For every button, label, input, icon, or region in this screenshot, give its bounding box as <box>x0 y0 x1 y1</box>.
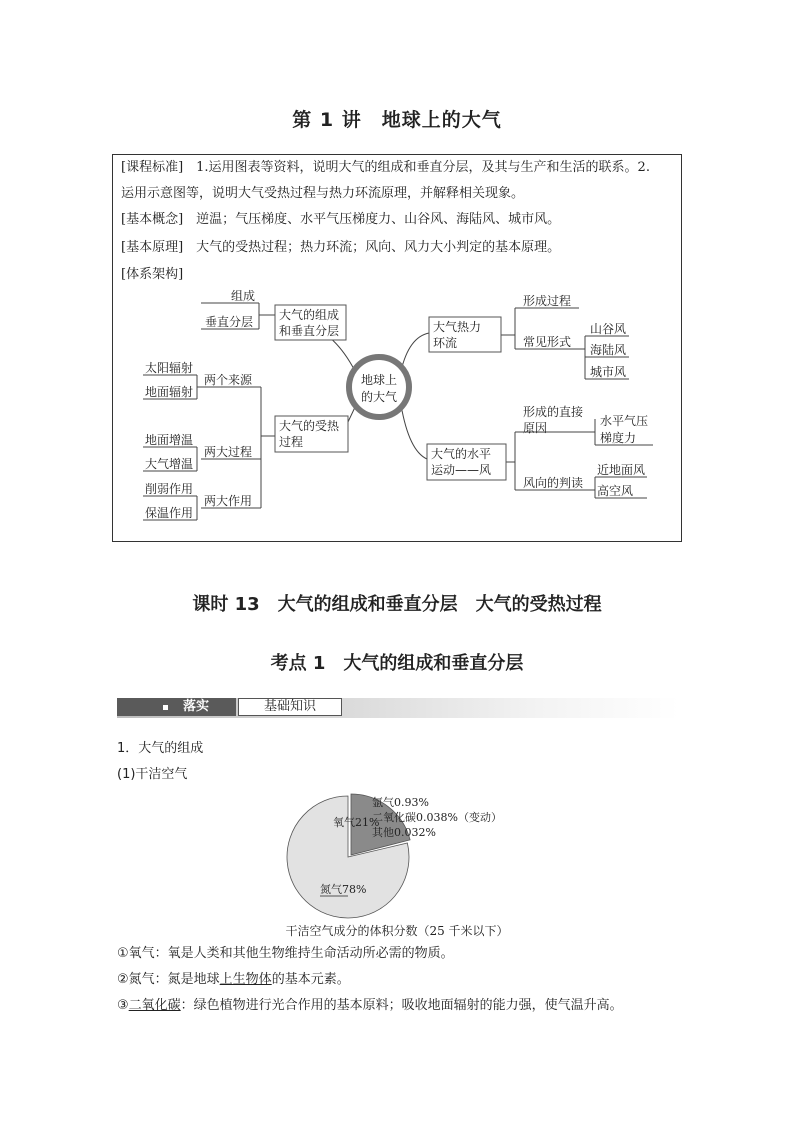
mindmap-insulation-effect: 保温作用 <box>145 506 194 520</box>
subsection-heading: (1)干洁空气 <box>117 767 188 782</box>
pie-label-oxygen: 氧气21% <box>333 816 380 829</box>
mindmap-ground-radiation: 地面辐射 <box>145 385 194 399</box>
banner-dark-tab <box>117 698 236 716</box>
item-nitrogen <box>117 971 350 989</box>
pie-chart <box>250 788 570 922</box>
mindmap-node-composition-line1: 大气的组成 <box>279 308 340 322</box>
mindmap-two-sources: 两个来源 <box>204 373 253 387</box>
mindmap-air-warming: 大气增温 <box>145 457 194 471</box>
pie-label-other: 其他0.032% <box>372 826 436 839</box>
mindmap-weakening-effect: 削弱作用 <box>145 482 194 496</box>
item-co2-label: 二氧化碳 <box>128 998 181 1013</box>
mindmap-direct-cause-line2: 原因 <box>523 421 548 435</box>
mindmap-solar-radiation: 太阳辐射 <box>145 361 194 375</box>
item-nitrogen-text-b: 的基本元素。 <box>271 972 350 987</box>
item-oxygen <box>117 945 454 963</box>
banner-light-label: 基础知识 <box>238 698 342 716</box>
mindmap-node-circulation-line1: 大气热力 <box>433 320 482 334</box>
mindmap-mountain-valley-wind: 山谷风 <box>590 322 627 336</box>
mindmap-common-forms: 常见形式 <box>523 335 572 349</box>
mind-map <box>113 155 681 541</box>
lesson-title: 课时 13 大气的组成和垂直分层 大气的受热过程 <box>192 594 602 615</box>
mindmap-surface-wind: 近地面风 <box>597 463 646 477</box>
mindmap-direct-cause-line1: 形成的直接 <box>523 405 584 419</box>
mindmap-node-wind-line2: 运动——风 <box>431 463 492 477</box>
item-co2-prefix: ③ <box>117 998 129 1013</box>
section-banner <box>117 698 679 718</box>
mindmap-node-heating-line1: 大气的受热 <box>279 419 340 433</box>
section-heading: 1．大气的组成 <box>117 741 204 756</box>
item-oxygen-text: ：氧是人类和其他生物维持生命活动所必需的物质。 <box>154 946 454 961</box>
point-title: 考点 1 大气的组成和垂直分层 <box>270 653 524 674</box>
course-overview-box <box>112 154 682 542</box>
mindmap-leaf-vertical-layers: 垂直分层 <box>205 315 254 329</box>
curriculum-standard-line-2: 运用示意图等，说明大气受热过程与热力环流原理，并解释相关现象。 <box>121 186 525 201</box>
mindmap-formation-process: 形成过程 <box>523 294 572 308</box>
item-co2-text: ：绿色植物进行光合作用的基本原料；吸收地面辐射的能力强，使气温升高。 <box>180 998 623 1013</box>
framework-label: [体系架构] <box>121 267 184 282</box>
mindmap-leaf-composition: 组成 <box>231 289 256 303</box>
mindmap-pressure-gradient-line1: 水平气压 <box>600 414 649 428</box>
item-oxygen-label: ①氧气 <box>117 946 155 961</box>
mindmap-center-node <box>349 357 409 417</box>
pie-label-nitrogen: 氮气78% <box>320 883 367 896</box>
mindmap-ground-warming: 地面增温 <box>145 433 194 447</box>
chart-caption: 干洁空气成分的体积分数（25 千米以下） <box>285 924 509 938</box>
pie-label-argon: 氩气0.93% <box>372 796 429 809</box>
mindmap-urban-wind: 城市风 <box>590 365 627 379</box>
mindmap-pressure-gradient-line2: 梯度力 <box>600 431 637 445</box>
item-nitrogen-label: ②氮气 <box>117 972 155 987</box>
mindmap-center-line2: 的大气 <box>360 390 398 404</box>
banner-dark-label: 落实 <box>183 699 210 714</box>
item-co2 <box>117 997 623 1015</box>
mindmap-node-circulation-line2: 环流 <box>433 336 458 350</box>
mindmap-center-line1: 地球上 <box>360 373 398 387</box>
mindmap-upper-air-wind: 高空风 <box>597 484 634 498</box>
lecture-title: 第 1 讲 地球上的大气 <box>292 109 502 131</box>
mindmap-two-processes: 两大过程 <box>204 445 253 459</box>
item-nitrogen-text-underlined: 上生物体 <box>219 972 272 987</box>
mindmap-wind-direction: 风向的判读 <box>523 476 584 490</box>
mindmap-two-effects: 两大作用 <box>204 494 253 508</box>
mindmap-node-composition-line2: 和垂直分层 <box>279 324 340 338</box>
pie-label-co2: 二氧化碳0.038%（变动） <box>372 811 502 824</box>
item-nitrogen-text-a: ：氮是地球 <box>154 972 220 987</box>
curriculum-standard-line-1: [课程标准] 1.运用图表等资料，说明大气的组成和垂直分层，及其与生产和生活的联系。2. <box>121 160 650 175</box>
mindmap-land-sea-breeze: 海陆风 <box>590 343 627 357</box>
basic-principles: [基本原理] 大气的受热过程；热力环流；风向、风力大小判定的基本原理。 <box>121 240 561 255</box>
mindmap-node-heating-line2: 过程 <box>279 435 304 449</box>
square-bullet-icon <box>163 705 168 710</box>
mindmap-node-wind-line1: 大气的水平 <box>431 447 492 461</box>
basic-concepts: [基本概念] 逆温；气压梯度、水平气压梯度力、山谷风、海陆风、城市风。 <box>121 212 561 227</box>
